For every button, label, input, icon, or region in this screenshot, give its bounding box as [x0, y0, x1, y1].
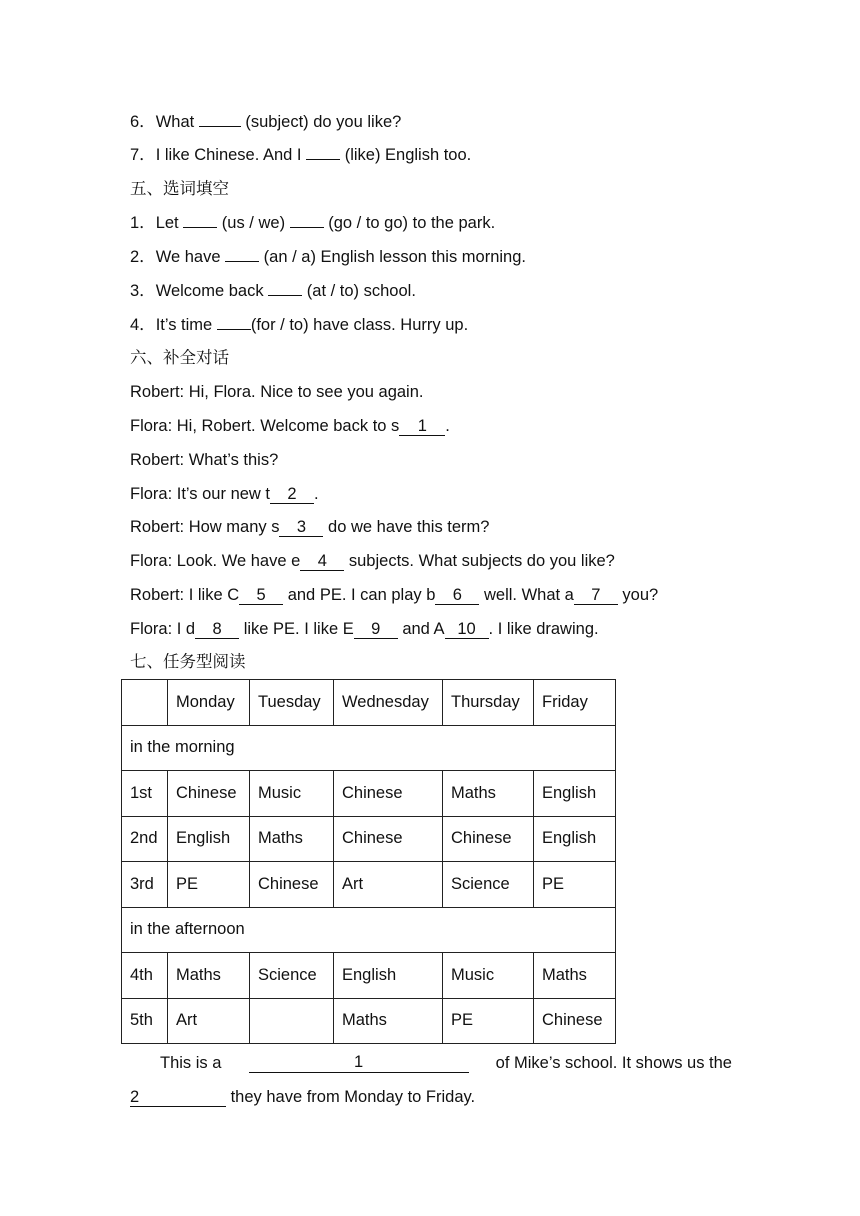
question-text: Let — [155, 214, 184, 232]
dialogue-line — [130, 484, 319, 504]
question-text: We have — [155, 248, 226, 266]
dialogue-blank[interactable]: 6 — [435, 586, 479, 605]
table-cell: Science — [443, 862, 534, 908]
table-cell: 3rd — [122, 862, 168, 908]
table-row — [122, 862, 616, 908]
table-cell: Chinese — [168, 771, 250, 817]
table-cell: 5th — [122, 998, 168, 1044]
passage-line-1 — [160, 1053, 732, 1073]
question-number: 2． — [130, 248, 156, 266]
table-cell: English — [534, 771, 616, 817]
section-6-title: 六、补全对话 — [130, 349, 229, 367]
question-number: 7． — [130, 146, 156, 164]
table-cell: Music — [250, 771, 334, 817]
question-text: (like) English too. — [340, 146, 472, 164]
dialogue-blank[interactable]: 10 — [445, 620, 489, 639]
dialogue-text: you? — [617, 586, 659, 604]
dialogue-blank[interactable]: 8 — [195, 620, 239, 639]
table-header-cell: Thursday — [443, 680, 534, 726]
table-cell: English — [534, 816, 616, 862]
dialogue-line — [130, 551, 615, 571]
section-5-item-3 — [130, 281, 416, 301]
passage-text: This is a — [160, 1054, 227, 1072]
question-text: I like Chinese. And I — [155, 146, 307, 164]
table-cell: Chinese — [534, 998, 616, 1044]
dialogue-line — [130, 517, 489, 537]
passage-line-2 — [130, 1087, 475, 1107]
dialogue-text: . I like drawing. — [488, 620, 599, 638]
dialogue-text: and PE. I can play b — [283, 586, 436, 604]
question-text: What — [155, 113, 199, 131]
table-cell: 2nd — [122, 816, 168, 862]
answer-blank[interactable] — [225, 261, 259, 262]
table-cell: Chinese — [334, 816, 443, 862]
table-section-row — [122, 907, 616, 953]
question-6 — [130, 112, 401, 132]
question-text: (an / a) English lesson this morning. — [259, 248, 526, 266]
answer-blank[interactable] — [290, 227, 324, 228]
table-cell: 1st — [122, 771, 168, 817]
afternoon-label: in the afternoon — [122, 907, 616, 953]
table-cell: English — [168, 816, 250, 862]
passage-blank[interactable]: 1 — [249, 1053, 469, 1073]
table-cell: Chinese — [443, 816, 534, 862]
dialogue-line — [130, 619, 599, 639]
table-cell: English — [334, 953, 443, 999]
dialogue-blank[interactable]: 9 — [354, 620, 398, 639]
dialogue-text: Robert: What’s this? — [130, 451, 279, 469]
dialogue-text: do we have this term? — [323, 518, 490, 536]
question-text: (us / we) — [217, 214, 290, 232]
dialogue-line — [130, 382, 423, 402]
table-row — [122, 816, 616, 862]
dialogue-text: Robert: How many s — [130, 518, 280, 536]
table-cell: Science — [250, 953, 334, 999]
dialogue-blank[interactable]: 1 — [399, 417, 445, 436]
table-header-row — [122, 680, 616, 726]
morning-label: in the morning — [122, 725, 616, 771]
table-cell: Chinese — [250, 862, 334, 908]
dialogue-text: Robert: I like C — [130, 586, 240, 604]
question-text: (go / to go) to the park. — [323, 214, 496, 232]
dialogue-blank[interactable]: 7 — [574, 586, 618, 605]
table-cell: Art — [334, 862, 443, 908]
question-text: (for / to) have class. Hurry up. — [250, 316, 469, 334]
table-cell: Art — [168, 998, 250, 1044]
question-number: 4． — [130, 316, 156, 334]
dialogue-line — [130, 416, 450, 436]
table-row — [122, 771, 616, 817]
table-cell: Maths — [443, 771, 534, 817]
dialogue-text: Flora: It’s our new t — [130, 485, 271, 503]
dialogue-blank[interactable]: 3 — [279, 518, 323, 537]
answer-blank[interactable] — [199, 126, 241, 127]
answer-blank[interactable] — [217, 329, 251, 330]
table-cell: Maths — [334, 998, 443, 1044]
table-header-cell: Friday — [534, 680, 616, 726]
answer-blank[interactable] — [183, 227, 217, 228]
dialogue-blank[interactable]: 5 — [239, 586, 283, 605]
dialogue-blank[interactable]: 4 — [300, 552, 344, 571]
dialogue-text: like PE. I like E — [239, 620, 354, 638]
answer-blank[interactable] — [268, 295, 302, 296]
passage-text: of Mike’s school. It shows us the — [491, 1054, 732, 1072]
table-cell: Maths — [168, 953, 250, 999]
dialogue-text: Robert: Hi, Flora. Nice to see you again. — [130, 383, 424, 401]
section-7-title: 七、任务型阅读 — [130, 653, 246, 671]
dialogue-line — [130, 585, 658, 605]
dialogue-text: well. What a — [479, 586, 574, 604]
section-5-item-4 — [130, 315, 468, 335]
table-cell: Music — [443, 953, 534, 999]
dialogue-text: . — [314, 485, 319, 503]
table-section-row — [122, 725, 616, 771]
dialogue-text: Flora: Hi, Robert. Welcome back to s — [130, 417, 400, 435]
question-text: (subject) do you like? — [240, 113, 402, 131]
answer-blank[interactable] — [306, 159, 340, 160]
question-text: Welcome back — [155, 282, 269, 300]
dialogue-text: Flora: I d — [130, 620, 196, 638]
dialogue-text: . — [445, 417, 450, 435]
question-number: 1． — [130, 214, 156, 232]
dialogue-blank[interactable]: 2 — [270, 485, 314, 504]
table-row — [122, 998, 616, 1044]
dialogue-text: subjects. What subjects do you like? — [344, 552, 615, 570]
table-row — [122, 953, 616, 999]
section-5-item-1 — [130, 213, 495, 233]
table-cell: PE — [168, 862, 250, 908]
table-cell: 4th — [122, 953, 168, 999]
timetable — [121, 679, 616, 1044]
dialogue-text: Flora: Look. We have e — [130, 552, 301, 570]
question-7 — [130, 145, 471, 165]
table-header-cell: Tuesday — [250, 680, 334, 726]
question-text: It’s time — [155, 316, 217, 334]
table-header-cell — [122, 680, 168, 726]
table-cell: Chinese — [334, 771, 443, 817]
dialogue-line — [130, 450, 278, 470]
question-number: 6． — [130, 113, 156, 131]
passage-text: they have from Monday to Friday. — [226, 1088, 476, 1106]
section-5-item-2 — [130, 247, 526, 267]
question-number: 3． — [130, 282, 156, 300]
table-header-cell: Wednesday — [334, 680, 443, 726]
section-5-title: 五、选词填空 — [130, 180, 229, 198]
table-cell: PE — [443, 998, 534, 1044]
table-cell: Maths — [534, 953, 616, 999]
dialogue-text: and A — [397, 620, 445, 638]
table-header-cell: Monday — [168, 680, 250, 726]
passage-blank[interactable]: 2 — [130, 1088, 226, 1107]
table-cell: PE — [534, 862, 616, 908]
table-cell: Maths — [250, 816, 334, 862]
table-cell — [250, 998, 334, 1044]
question-text: (at / to) school. — [302, 282, 416, 300]
